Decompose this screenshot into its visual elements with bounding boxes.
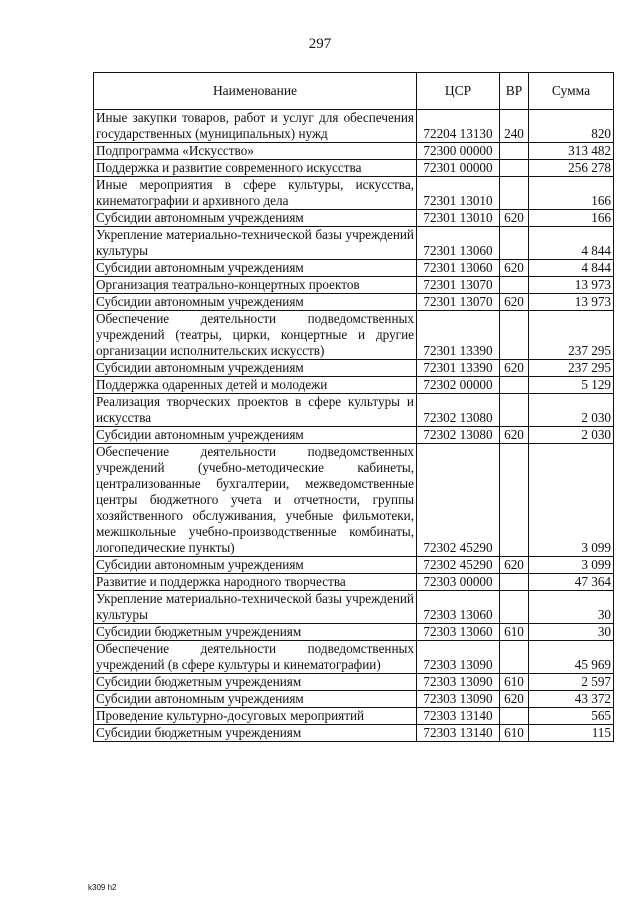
footer-code: k309 h2 [88, 883, 117, 892]
cell-name: Субсидии автономным учреждениям [94, 360, 417, 377]
cell-vr [500, 160, 529, 177]
table-row [94, 177, 614, 210]
cell-vr: 620 [500, 557, 529, 574]
table-row [94, 210, 614, 227]
cell-sum: 166 [529, 177, 614, 210]
cell-csr: 72301 13070 [417, 277, 500, 294]
cell-vr [500, 143, 529, 160]
cell-csr: 72301 13060 [417, 227, 500, 260]
cell-vr [500, 394, 529, 427]
cell-csr: 72303 00000 [417, 574, 500, 591]
cell-vr [500, 377, 529, 394]
cell-sum: 4 844 [529, 260, 614, 277]
budget-table [93, 72, 614, 742]
cell-vr: 240 [500, 110, 529, 143]
cell-vr: 620 [500, 294, 529, 311]
cell-vr [500, 444, 529, 557]
cell-name: Субсидии автономным учреждениям [94, 427, 417, 444]
cell-csr: 72303 13090 [417, 641, 500, 674]
table-row [94, 143, 614, 160]
cell-name: Субсидии автономным учреждениям [94, 260, 417, 277]
cell-name: Укрепление материально-технической базы учреждений культуры [94, 227, 417, 260]
cell-name: Субсидии автономным учреждениям [94, 210, 417, 227]
cell-name: Поддержка и развитие современного искусства [94, 160, 417, 177]
cell-vr: 620 [500, 360, 529, 377]
cell-name: Субсидии бюджетным учреждениям [94, 674, 417, 691]
cell-sum: 4 844 [529, 227, 614, 260]
table-row [94, 444, 614, 557]
cell-name: Субсидии бюджетным учреждениям [94, 624, 417, 641]
cell-name: Укрепление материально-технической базы учреждений культуры [94, 591, 417, 624]
table-row [94, 624, 614, 641]
header-csr: ЦСР [417, 73, 500, 110]
cell-name: Субсидии бюджетным учреждениям [94, 725, 417, 742]
cell-csr: 72302 00000 [417, 377, 500, 394]
table-row [94, 377, 614, 394]
cell-sum: 30 [529, 591, 614, 624]
cell-csr: 72303 13140 [417, 725, 500, 742]
cell-csr: 72204 13130 [417, 110, 500, 143]
cell-csr: 72301 13010 [417, 210, 500, 227]
cell-csr: 72300 00000 [417, 143, 500, 160]
table-row [94, 641, 614, 674]
cell-csr: 72301 13070 [417, 294, 500, 311]
table-row [94, 227, 614, 260]
cell-csr: 72303 13060 [417, 624, 500, 641]
cell-sum: 13 973 [529, 277, 614, 294]
cell-sum: 5 129 [529, 377, 614, 394]
cell-csr: 72301 13390 [417, 311, 500, 360]
cell-sum: 2 597 [529, 674, 614, 691]
cell-vr [500, 311, 529, 360]
table-row [94, 691, 614, 708]
cell-sum: 2 030 [529, 427, 614, 444]
cell-vr: 620 [500, 427, 529, 444]
cell-name: Обеспечение деятельности подведомственных учреждений (театры, цирки, концертные и другие организации исполнительских искусств) [94, 311, 417, 360]
cell-vr: 620 [500, 210, 529, 227]
cell-sum: 237 295 [529, 360, 614, 377]
cell-csr: 72302 13080 [417, 427, 500, 444]
cell-csr: 72302 13080 [417, 394, 500, 427]
header-vr: ВР [500, 73, 529, 110]
cell-sum: 43 372 [529, 691, 614, 708]
cell-sum: 13 973 [529, 294, 614, 311]
cell-csr: 72302 45290 [417, 557, 500, 574]
table-row [94, 427, 614, 444]
cell-vr: 610 [500, 725, 529, 742]
cell-sum: 256 278 [529, 160, 614, 177]
cell-name: Поддержка одаренных детей и молодежи [94, 377, 417, 394]
table-row [94, 311, 614, 360]
table-header-row [94, 73, 614, 110]
cell-name: Субсидии автономным учреждениям [94, 294, 417, 311]
page-number: 297 [308, 36, 332, 52]
cell-sum: 47 364 [529, 574, 614, 591]
table-row [94, 725, 614, 742]
cell-name: Иные мероприятия в сфере культуры, искусства, кинематографии и архивного дела [94, 177, 417, 210]
cell-sum: 115 [529, 725, 614, 742]
cell-csr: 72303 13060 [417, 591, 500, 624]
cell-name: Обеспечение деятельности подведомственных учреждений (учебно-методические кабинеты, централизованные бухгалтерии, межведомственные центры бюджетного учета и отчетности, группы хозяйственного обслуживания, учебные фильмотеки, межшкольные учебно-производственные комбинаты, логопедические пункты) [94, 444, 417, 557]
cell-vr: 610 [500, 624, 529, 641]
cell-name: Иные закупки товаров, работ и услуг для обеспечения государственных (муниципальных) нужд [94, 110, 417, 143]
table-row [94, 708, 614, 725]
cell-name: Развитие и поддержка народного творчества [94, 574, 417, 591]
cell-sum: 166 [529, 210, 614, 227]
cell-csr: 72301 13010 [417, 177, 500, 210]
cell-vr [500, 277, 529, 294]
cell-vr [500, 708, 529, 725]
table-row [94, 110, 614, 143]
cell-name: Обеспечение деятельности подведомственных учреждений (в сфере культуры и кинематографии) [94, 641, 417, 674]
cell-sum: 237 295 [529, 311, 614, 360]
cell-csr: 72302 45290 [417, 444, 500, 557]
table-row [94, 160, 614, 177]
table-row [94, 394, 614, 427]
table-body [94, 110, 614, 742]
cell-csr: 72303 13090 [417, 691, 500, 708]
cell-sum: 30 [529, 624, 614, 641]
cell-sum: 313 482 [529, 143, 614, 160]
cell-sum: 45 969 [529, 641, 614, 674]
table-row [94, 294, 614, 311]
cell-vr [500, 641, 529, 674]
cell-sum: 3 099 [529, 444, 614, 557]
cell-sum: 3 099 [529, 557, 614, 574]
cell-name: Субсидии автономным учреждениям [94, 691, 417, 708]
cell-csr: 72301 13060 [417, 260, 500, 277]
cell-name: Реализация творческих проектов в сфере культуры и искусства [94, 394, 417, 427]
header-sum: Сумма [529, 73, 614, 110]
cell-name: Организация театрально-концертных проектов [94, 277, 417, 294]
cell-vr [500, 227, 529, 260]
cell-vr [500, 574, 529, 591]
cell-sum: 820 [529, 110, 614, 143]
table-row [94, 360, 614, 377]
table-row [94, 557, 614, 574]
cell-vr [500, 591, 529, 624]
cell-vr: 620 [500, 691, 529, 708]
cell-vr: 620 [500, 260, 529, 277]
cell-name: Субсидии автономным учреждениям [94, 557, 417, 574]
cell-name: Проведение культурно-досуговых мероприятий [94, 708, 417, 725]
cell-csr: 72303 13090 [417, 674, 500, 691]
cell-csr: 72301 00000 [417, 160, 500, 177]
table-row [94, 674, 614, 691]
cell-csr: 72301 13390 [417, 360, 500, 377]
table-row [94, 574, 614, 591]
table-row [94, 260, 614, 277]
cell-csr: 72303 13140 [417, 708, 500, 725]
cell-vr: 610 [500, 674, 529, 691]
cell-vr [500, 177, 529, 210]
table-row [94, 591, 614, 624]
table-row [94, 277, 614, 294]
cell-sum: 2 030 [529, 394, 614, 427]
cell-name: Подпрограмма «Искусство» [94, 143, 417, 160]
header-name: Наименование [94, 73, 417, 110]
cell-sum: 565 [529, 708, 614, 725]
